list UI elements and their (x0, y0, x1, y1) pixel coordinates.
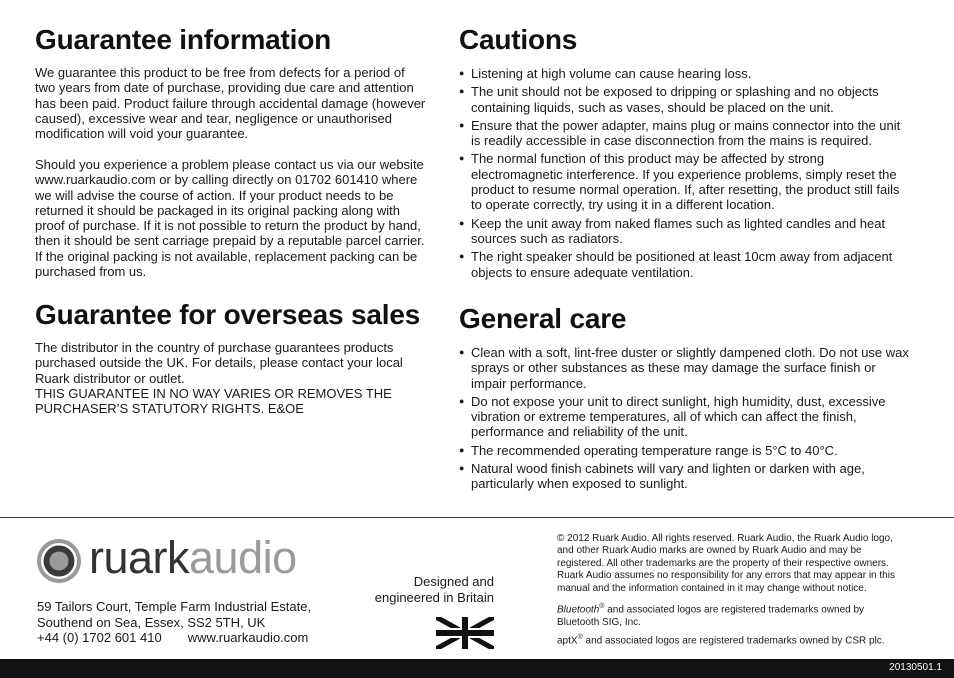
ruark-audio-wordmark (89, 533, 297, 583)
bluetooth-notice (557, 601, 897, 629)
guarantee-paragraph-2: Should you experience a problem please contact us via our website www.ruarkaudio.com or by calling directly on 01702 601410 where we will advise the course of action. If your product needs to be returned it should be packaged in its original packing along with proof of purchase. If it is not possible to return the product by hand, then it should be sent carriage prepaid by a reputable parcel carrier. If the original packing is not available, replacement packing can be purchased from us. (35, 157, 425, 280)
guarantee-paragraph-1: We guarantee this product to be free from defects for a period of two years from date of purchase, providing due care and attention has been paid. Product failure through accidental damage (however caused), excessive wear and tear, negligence or unauthorised modification will void your guarantee. (35, 65, 426, 142)
caution-item: ● The unit should not be exposed to dripping or splashing and no objects containing liquids, such as vases, should be placed on the unit. (459, 84, 911, 115)
guarantee-title: Guarantee information (35, 24, 332, 55)
care-item: ● The recommended operating temperature range is 5°C to 40°C. (459, 443, 911, 458)
care-item: ● Do not expose your unit to direct sunlight, high humidity, dust, excessive vibration or extreme temperatures, all of which can affect the finish, performance and reliability of the unit. (459, 394, 911, 440)
designed-in-britain (360, 574, 494, 605)
aptx-text: and associated logos are registered trademarks owned by CSR plc. (582, 635, 885, 647)
designed-line-1: Designed and (413, 574, 494, 589)
cautions-title: Cautions (459, 24, 578, 55)
caution-item: ● The normal function of this product may be affected by strong electromagnetic interference. If you experience problems, simply reset the product to resume normal operation. If, after resetting, the product still fails to operate correctly, try using it in a different location. (459, 151, 911, 212)
cautions-list (459, 66, 911, 283)
footer-bar (0, 659, 954, 678)
company-address (37, 599, 337, 646)
aptx-registered-mark: ® (577, 634, 583, 641)
designed-line-2: engineered in Britain (374, 589, 494, 605)
ruark-logo-icon (35, 537, 83, 585)
overseas-paragraph-1: The distributor in the country of purchase guarantees products purchased outside the UK. For details, please contact your local Ruark distributor or outlet. (35, 340, 403, 386)
phone-number: +44 (0) 1702 601 410 (37, 630, 162, 646)
general-care-title: General care (459, 303, 627, 334)
overseas-paragraph-2: THIS GUARANTEE IN NO WAY VARIES OR REMOVES THE PURCHASER’S STATUTORY RIGHTS. E&OE (35, 386, 392, 417)
footer-divider (0, 517, 954, 518)
document-code: 20130501.1 (889, 662, 942, 673)
bluetooth-registered-mark: ® (599, 603, 605, 610)
website-link[interactable]: www.ruarkaudio.com (187, 630, 309, 646)
wordmark-ruark: ruark (89, 532, 190, 583)
care-item: ● Natural wood finish cabinets will vary and lighten or darken with age, particularly when exposed to sunlight. (459, 461, 911, 492)
bluetooth-text: and associated logos are registered trademarks owned by Bluetooth SIG, Inc. (557, 604, 865, 628)
copyright-notice: © 2012 Ruark Audio. All rights reserved. Ruark Audio, the Ruark Audio logo, and other Ruark Audio marks are owned by Ruark Audio and may be registered. All other trademarks are the property of their respective owners. Ruark Audio assumes no responsibility for any errors that may appear in this manual and the information contained in it may change without notice. (557, 533, 895, 594)
care-item: ● Clean with a soft, lint-free duster or slightly dampened cloth. Do not use wax sprays or other substances as these may damage the surface finish or impair performance. (459, 345, 911, 391)
aptx-notice (557, 632, 917, 648)
contact-line (37, 630, 337, 646)
caution-item: ● Listening at high volume can cause hearing loss. (459, 66, 911, 81)
address-line-2: Southend on Sea, Essex, SS2 5TH, UK (37, 614, 266, 630)
aptx-name: aptX (557, 635, 578, 647)
general-care-list (459, 345, 911, 495)
bluetooth-name: Bluetooth (557, 604, 600, 616)
overseas-title: Guarantee for overseas sales (35, 299, 421, 330)
caution-item: ● Ensure that the power adapter, mains plug or mains connector into the unit is readily accessible in case disconnection from the mains is required. (459, 118, 911, 149)
caution-item: ● The right speaker should be positioned at least 10cm away from adjacent objects to ensure adequate ventilation. (459, 249, 911, 280)
caution-item: ● Keep the unit away from naked flames such as lighted candles and heat sources such as radiators. (459, 216, 911, 247)
union-jack-flag-icon (436, 617, 494, 649)
address-line-1: 59 Tailors Court, Temple Farm Industrial Estate, (37, 599, 312, 614)
wordmark-audio: audio (189, 532, 297, 583)
